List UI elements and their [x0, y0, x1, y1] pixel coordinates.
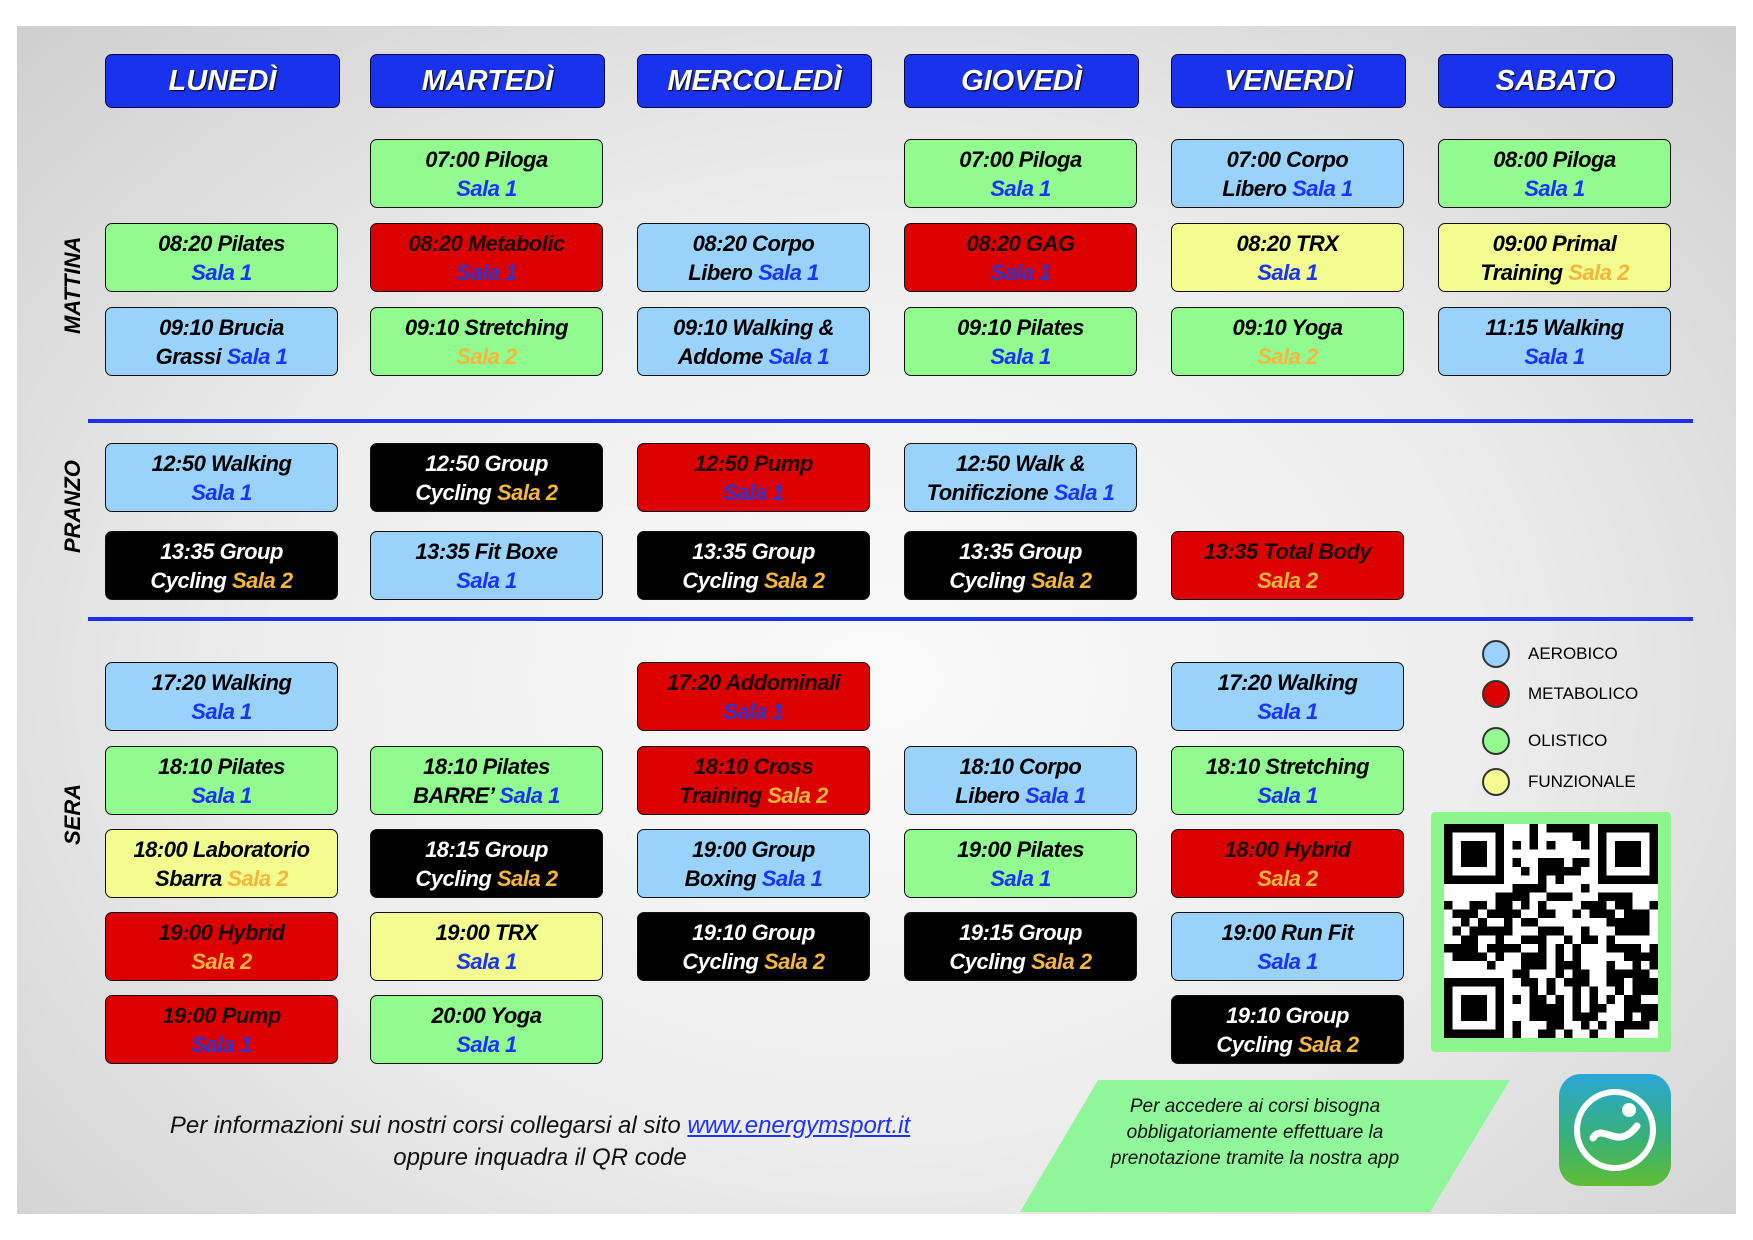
class-room-line [1257, 864, 1318, 893]
class-room: Sala 2 [191, 948, 252, 974]
legend-swatch [1482, 727, 1510, 755]
class-title: 08:20 Corpo [692, 230, 815, 256]
class-room: Sala 1 [456, 948, 517, 974]
class-card[interactable] [370, 139, 603, 208]
class-title: 18:10 Cross [693, 753, 814, 779]
app-note-banner [1020, 1080, 1510, 1212]
class-room-line [1257, 947, 1318, 976]
class-title: 07:00 Piloga [425, 146, 548, 172]
class-room: Sala 1 [1257, 259, 1318, 285]
class-card[interactable] [637, 531, 870, 600]
class-card[interactable] [1171, 746, 1404, 815]
class-card[interactable] [1171, 531, 1404, 600]
class-room: Sala 1 [456, 1031, 517, 1057]
legend-label: AEROBICO [1528, 644, 1618, 663]
class-room: Sala 1 [499, 782, 560, 808]
class-room-line [1257, 697, 1318, 726]
class-title: 19:00 Pump [162, 1002, 281, 1028]
class-room: Sala 1 [990, 259, 1051, 285]
class-room: Sala 2 [1257, 865, 1318, 891]
class-room-line [456, 258, 517, 287]
app-logo-icon[interactable] [1559, 1074, 1671, 1186]
class-card[interactable] [904, 912, 1137, 981]
class-room-line [1524, 174, 1585, 203]
class-title: 11:15 Walking [1485, 314, 1624, 340]
class-room-line [1216, 1030, 1358, 1059]
class-room: Sala 1 [723, 479, 784, 505]
class-title: 09:10 Yoga [1232, 314, 1343, 340]
class-card[interactable] [370, 912, 603, 981]
class-room-line [990, 864, 1051, 893]
qr-code-icon[interactable] [1444, 824, 1658, 1038]
class-room: Sala 1 [1257, 782, 1318, 808]
class-title: 09:10 Pilates [957, 314, 1084, 340]
class-room-line [723, 697, 784, 726]
class-card[interactable] [637, 829, 870, 898]
class-room: Sala 1 [1053, 479, 1115, 505]
class-room-line [415, 864, 557, 893]
class-card[interactable] [1438, 223, 1671, 292]
section-separator [88, 617, 1693, 621]
website-link[interactable]: www.energymsport.it [687, 1112, 911, 1139]
class-room-line [1480, 258, 1629, 287]
class-title: 17:20 Addominali [666, 669, 841, 695]
class-title: 09:10 Brucia [159, 314, 284, 340]
class-room: Sala 2 [1257, 567, 1318, 593]
class-subtitle: Cycling [949, 567, 1026, 593]
class-room: Sala 1 [761, 865, 823, 891]
class-subtitle: Libero [955, 782, 1020, 808]
class-room: Sala 2 [1030, 948, 1092, 974]
class-title: 18:10 Corpo [959, 753, 1082, 779]
day-header-wednesday: MERCOLEDÌ [637, 54, 872, 108]
class-title: 19:10 Group [1226, 1002, 1349, 1028]
class-title: 13:35 Fit Boxe [415, 538, 558, 564]
section-label-evening: SERA [60, 783, 85, 845]
class-room-line [191, 781, 252, 810]
class-subtitle: Sbarra [155, 865, 222, 891]
class-card[interactable] [904, 223, 1137, 292]
class-card[interactable] [904, 307, 1137, 376]
class-room: Sala 1 [456, 175, 517, 201]
class-room-line [156, 342, 288, 371]
legend-swatch [1482, 680, 1510, 708]
class-card[interactable] [105, 912, 338, 981]
class-title: 18:15 Group [425, 836, 548, 862]
class-room-line [456, 566, 517, 595]
class-card[interactable] [1171, 995, 1404, 1064]
class-room-line [1257, 342, 1318, 371]
class-card[interactable] [904, 829, 1137, 898]
class-subtitle: Addome [677, 343, 763, 369]
class-room-line [1257, 258, 1318, 287]
class-title: 20:00 Yoga [431, 1002, 542, 1028]
day-header-friday: VENERDÌ [1171, 54, 1406, 108]
legend-swatch [1482, 640, 1510, 668]
class-subtitle: Libero [688, 259, 753, 285]
class-subtitle: Boxing [684, 865, 757, 891]
class-room: Sala 1 [226, 343, 288, 369]
class-room: Sala 2 [1257, 343, 1318, 369]
day-header-tuesday: MARTEDÌ [370, 54, 605, 108]
class-room-line [685, 864, 823, 893]
class-title: 17:20 Walking [1217, 669, 1358, 695]
day-header-monday: LUNEDÌ [105, 54, 340, 108]
class-title: 18:10 Pilates [158, 753, 285, 779]
class-room: Sala 1 [456, 259, 517, 285]
legend-label: OLISTICO [1528, 731, 1608, 750]
class-subtitle: Cycling [682, 948, 759, 974]
section-label-lunch: PRANZO [60, 460, 85, 553]
class-room: Sala 1 [191, 698, 252, 724]
class-card[interactable] [637, 443, 870, 512]
class-title: 08:20 Metabolic [408, 230, 565, 256]
class-title: 18:00 Laboratorio [133, 836, 310, 862]
class-card[interactable] [637, 223, 870, 292]
class-card[interactable] [1171, 662, 1404, 731]
class-card[interactable] [105, 829, 338, 898]
class-title: 07:00 Piloga [959, 146, 1082, 172]
class-subtitle: Cycling [1216, 1031, 1293, 1057]
class-title: 19:00 TRX [435, 919, 538, 945]
class-card[interactable] [370, 746, 603, 815]
class-room: Sala 1 [1257, 948, 1318, 974]
class-subtitle: Libero [1222, 175, 1287, 201]
class-room: Sala 2 [227, 865, 288, 891]
class-room-line [723, 478, 784, 507]
class-card[interactable] [637, 662, 870, 731]
class-title: 19:00 Pilates [957, 836, 1084, 862]
class-title: 12:50 Pump [694, 450, 813, 476]
class-room: Sala 1 [1292, 175, 1353, 201]
class-room: Sala 1 [191, 1031, 252, 1057]
class-title: 18:00 Hybrid [1224, 836, 1351, 862]
class-subtitle: Training [1480, 259, 1563, 285]
class-card[interactable] [904, 443, 1137, 512]
class-room-line [155, 864, 288, 893]
class-room-line [682, 566, 824, 595]
class-room-line [191, 1030, 252, 1059]
class-room: Sala 1 [191, 259, 252, 285]
class-room-line [1222, 174, 1352, 203]
section-separator [88, 419, 1693, 423]
class-title: 09:00 Primal [1492, 230, 1617, 256]
class-subtitle: BARRE’ [413, 782, 494, 808]
class-room-line [456, 1030, 517, 1059]
class-subtitle: Training [679, 782, 762, 808]
class-room-line [191, 697, 252, 726]
class-subtitle: Tonificzione [926, 479, 1049, 505]
legend-swatch [1482, 768, 1510, 796]
class-title: 08:20 TRX [1236, 230, 1339, 256]
class-card[interactable] [105, 995, 338, 1064]
class-card[interactable] [1171, 139, 1404, 208]
section-label-morning: MATTINA [60, 236, 85, 334]
class-card[interactable] [370, 531, 603, 600]
class-room-line [949, 566, 1091, 595]
class-room: Sala 2 [767, 782, 828, 808]
class-title: 12:50 Walk & [955, 450, 1086, 476]
class-room-line [1257, 781, 1318, 810]
class-title: 19:00 Group [692, 836, 815, 862]
class-title: 12:50 Walking [151, 450, 292, 476]
class-room-line [682, 947, 824, 976]
class-room: Sala 1 [758, 259, 819, 285]
class-title: 19:00 Hybrid [158, 919, 285, 945]
class-room-line [678, 342, 829, 371]
class-title: 13:35 Group [160, 538, 283, 564]
class-room: Sala 2 [763, 567, 825, 593]
info-text [140, 1110, 940, 1174]
class-card[interactable] [105, 223, 338, 292]
class-room: Sala 1 [990, 175, 1051, 201]
class-room-line [990, 342, 1051, 371]
legend-label: FUNZIONALE [1528, 772, 1636, 791]
legend-label: METABOLICO [1528, 684, 1639, 703]
class-card[interactable] [105, 746, 338, 815]
class-subtitle: Cycling [682, 567, 759, 593]
class-title: 09:10 Stretching [404, 314, 569, 340]
class-room-line [456, 342, 517, 371]
class-room: Sala 2 [496, 865, 558, 891]
class-title: 18:10 Pilates [423, 753, 550, 779]
class-room-line [1257, 566, 1318, 595]
class-subtitle: Cycling [949, 948, 1026, 974]
class-subtitle: Cycling [150, 567, 227, 593]
class-card[interactable] [1438, 307, 1671, 376]
class-room-line [990, 258, 1051, 287]
class-room: Sala 2 [1297, 1031, 1359, 1057]
class-room: Sala 1 [1257, 698, 1318, 724]
class-room-line [679, 781, 828, 810]
info-line2: oppure inquadra il QR code [393, 1144, 687, 1171]
class-title: 08:20 GAG [966, 230, 1075, 256]
class-card[interactable] [1438, 139, 1671, 208]
class-room-line [456, 947, 517, 976]
class-room-line [150, 566, 292, 595]
class-room: Sala 2 [763, 948, 825, 974]
class-title: 08:20 Pilates [158, 230, 285, 256]
class-card[interactable] [637, 307, 870, 376]
class-card[interactable] [637, 912, 870, 981]
class-room-line [688, 258, 818, 287]
class-title: 19:10 Group [692, 919, 815, 945]
class-card[interactable] [370, 829, 603, 898]
class-card[interactable] [1171, 223, 1404, 292]
class-room: Sala 2 [1030, 567, 1092, 593]
class-room: Sala 2 [231, 567, 293, 593]
class-title: 19:00 Run Fit [1221, 919, 1354, 945]
class-room-line [413, 781, 560, 810]
class-room-line [191, 478, 252, 507]
class-subtitle: Grassi [155, 343, 222, 369]
class-card[interactable] [105, 662, 338, 731]
class-room-line [456, 174, 517, 203]
class-room-line [1524, 342, 1585, 371]
class-card[interactable] [105, 307, 338, 376]
class-card[interactable] [1171, 912, 1404, 981]
class-room-line [949, 947, 1091, 976]
class-subtitle: Cycling [415, 479, 492, 505]
day-header-thursday: GIOVEDÌ [904, 54, 1139, 108]
class-title: 17:20 Walking [151, 669, 292, 695]
class-card[interactable] [1171, 829, 1404, 898]
class-card[interactable] [904, 139, 1137, 208]
class-card[interactable] [370, 443, 603, 512]
class-title: 13:35 Group [959, 538, 1082, 564]
class-room: Sala 1 [768, 343, 830, 369]
class-room: Sala 1 [1025, 782, 1086, 808]
class-card[interactable] [105, 443, 338, 512]
class-room-line [415, 478, 557, 507]
class-room: Sala 1 [990, 865, 1051, 891]
class-card[interactable] [904, 746, 1137, 815]
class-room: Sala 1 [1524, 343, 1585, 369]
class-room: Sala 1 [456, 567, 517, 593]
class-title: 18:10 Stretching [1205, 753, 1370, 779]
class-room: Sala 2 [496, 479, 558, 505]
class-room: Sala 1 [1524, 175, 1585, 201]
class-room-line [990, 174, 1051, 203]
app-note-text: Per accedere ai corsi bisogna obbligatoriamente effettuare la prenotazione tramite la nostra app [1110, 1096, 1400, 1169]
class-room: Sala 2 [1568, 259, 1629, 285]
class-card[interactable] [370, 307, 603, 376]
class-subtitle: Cycling [415, 865, 492, 891]
class-card[interactable] [370, 223, 603, 292]
class-room: Sala 1 [723, 698, 784, 724]
class-title: 13:35 Total Body [1203, 538, 1372, 564]
class-room-line [955, 781, 1085, 810]
class-title: 19:15 Group [959, 919, 1082, 945]
class-card[interactable] [637, 746, 870, 815]
class-card[interactable] [904, 531, 1137, 600]
class-title: 09:10 Walking & [673, 314, 834, 340]
class-title: 08:00 Piloga [1493, 146, 1616, 172]
class-title: 13:35 Group [692, 538, 815, 564]
class-room: Sala 2 [456, 343, 517, 369]
class-card[interactable] [370, 995, 603, 1064]
class-room: Sala 1 [990, 343, 1051, 369]
day-header-saturday: SABATO [1438, 54, 1673, 108]
class-card[interactable] [1171, 307, 1404, 376]
class-title: 12:50 Group [425, 450, 548, 476]
class-room-line [927, 478, 1115, 507]
class-room-line [191, 947, 252, 976]
class-title: 07:00 Corpo [1226, 146, 1349, 172]
info-line1: Per informazioni sui nostri corsi collegarsi al sito [169, 1112, 688, 1139]
class-room: Sala 1 [191, 782, 252, 808]
class-room-line [191, 258, 252, 287]
class-room: Sala 1 [191, 479, 252, 505]
class-card[interactable] [105, 531, 338, 600]
